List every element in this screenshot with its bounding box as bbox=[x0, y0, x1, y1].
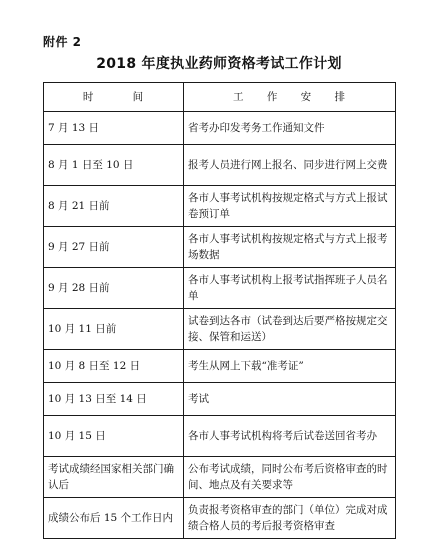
schedule-table bbox=[43, 82, 396, 539]
table-row bbox=[44, 186, 396, 227]
arrangement-cell: 考试 bbox=[184, 383, 396, 416]
arrangement-cell: 省考办印发考务工作通知文件 bbox=[184, 112, 396, 145]
arrangement-cell: 公布考试成绩，同时公布考后资格审查的时间、地点及有关要求等 bbox=[184, 457, 396, 498]
table-row bbox=[44, 112, 396, 145]
time-cell: 7 月 13 日 bbox=[44, 112, 184, 145]
arrangement-cell: 考生从网上下载“准考证” bbox=[184, 350, 396, 383]
table-row bbox=[44, 416, 396, 457]
arrangement-cell: 各市人事考试机构按规定格式与方式上报试卷预订单 bbox=[184, 186, 396, 227]
time-cell: 9 月 28 日前 bbox=[44, 268, 184, 309]
time-cell: 10 月 8 日至 12 日 bbox=[44, 350, 184, 383]
arrangement-cell: 报考人员进行网上报名、同步进行网上交费 bbox=[184, 145, 396, 186]
time-cell: 10 月 13 日至 14 日 bbox=[44, 383, 184, 416]
table-row bbox=[44, 350, 396, 383]
header-arrangement: 工 作 安 排 bbox=[184, 83, 396, 112]
time-cell: 考试成绩经国家相关部门确认后 bbox=[44, 457, 184, 498]
time-cell: 成绩公布后 15 个工作日内 bbox=[44, 498, 184, 539]
table-row bbox=[44, 309, 396, 350]
table-row bbox=[44, 145, 396, 186]
time-cell: 8 月 1 日至 10 日 bbox=[44, 145, 184, 186]
time-cell: 9 月 27 日前 bbox=[44, 227, 184, 268]
arrangement-cell: 负责报考资格审查的部门（单位）完成对成绩合格人员的考后报考资格审查 bbox=[184, 498, 396, 539]
table-row bbox=[44, 457, 396, 498]
document-title: 2018 年度执业药师资格考试工作计划 bbox=[96, 56, 342, 72]
time-cell: 10 月 11 日前 bbox=[44, 309, 184, 350]
table-row bbox=[44, 227, 396, 268]
time-cell: 8 月 21 日前 bbox=[44, 186, 184, 227]
arrangement-cell: 各市人事考试机构上报考试指挥班子人员名单 bbox=[184, 268, 396, 309]
attachment-label: 附件 2 bbox=[43, 35, 82, 49]
arrangement-cell: 试卷到达各市（试卷到达后要严格按规定交接、保管和运送） bbox=[184, 309, 396, 350]
table-row bbox=[44, 383, 396, 416]
header-time: 时 间 bbox=[44, 83, 184, 112]
table-row bbox=[44, 268, 396, 309]
arrangement-cell: 各市人事考试机构按规定格式与方式上报考场数据 bbox=[184, 227, 396, 268]
arrangement-cell: 各市人事考试机构将考后试卷送回省考办 bbox=[184, 416, 396, 457]
table-header-row bbox=[44, 83, 396, 112]
table-row bbox=[44, 498, 396, 539]
time-cell: 10 月 15 日 bbox=[44, 416, 184, 457]
